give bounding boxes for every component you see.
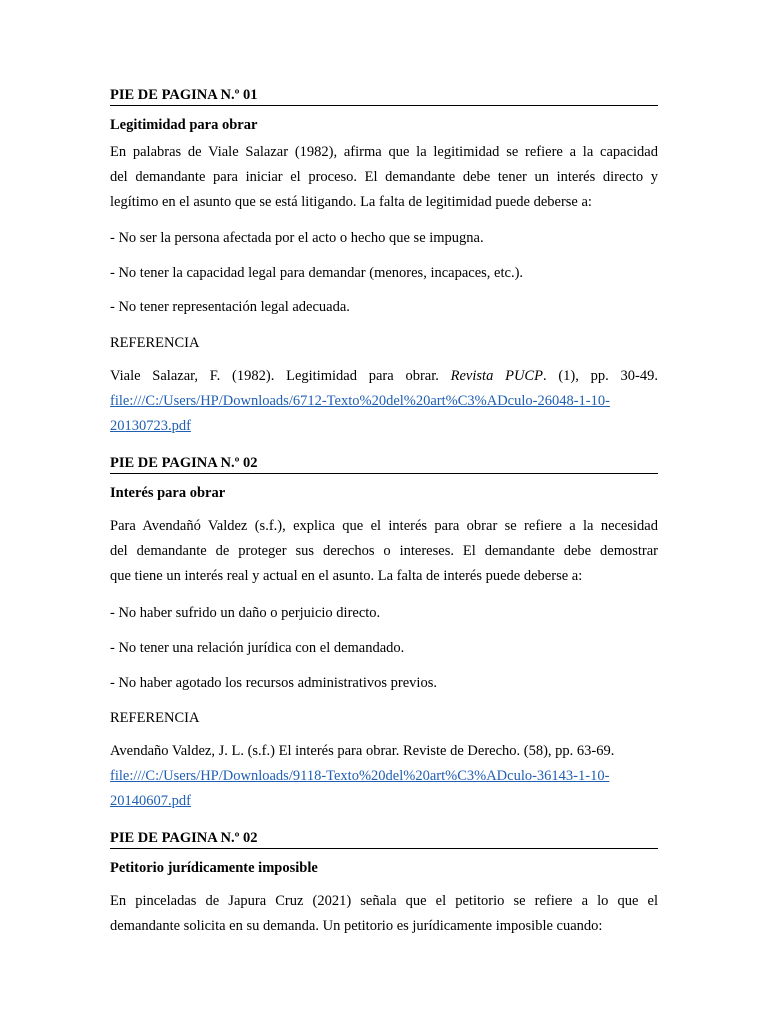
- paragraph-line: legítimo en el asunto que se está litigando. La falta de legitimidad puede deberse a:: [110, 194, 592, 210]
- reference-link-continuation[interactable]: 20140607.pdf: [110, 793, 191, 809]
- section-2-reference: [110, 739, 658, 814]
- section-1-heading: PIE DE PAGINA N.º 01: [110, 86, 658, 106]
- section-2-heading: PIE DE PAGINA N.º 02: [110, 454, 658, 474]
- reference-link[interactable]: file:///C:/Users/HP/Downloads/9118-Texto%20del%20art%C3%ADculo-36143-1-10-: [110, 768, 610, 784]
- paragraph-line: del demandante para iniciar el proceso. El demandante debe tener un interés directo y: [110, 169, 658, 185]
- list-item: - No tener la capacidad legal para demandar (menores, incapaces, etc.).: [110, 265, 524, 281]
- reference-citation: Viale Salazar, F. (1982). Legitimidad para obrar. Revista PUCP. (1), pp. 30-49.: [110, 368, 658, 384]
- list-item: - No tener representación legal adecuada.: [110, 299, 350, 315]
- section-1-reference: [110, 364, 658, 439]
- paragraph-line: En palabras de Viale Salazar (1982), afirma que la legitimidad se refiere a la capacidad: [110, 144, 658, 160]
- reference-link-continuation[interactable]: 20130723.pdf: [110, 418, 191, 434]
- paragraph-line: demandante solicita en su demanda. Un petitorio es jurídicamente imposible cuando:: [110, 918, 603, 934]
- section-3-heading: PIE DE PAGINA N.º 02: [110, 829, 658, 849]
- list-item: - No haber sufrido un daño o perjuicio directo.: [110, 605, 381, 621]
- section-2-paragraph: [110, 514, 658, 589]
- reference-label: REFERENCIA: [110, 335, 200, 351]
- section-3-subheading: Petitorio jurídicamente imposible: [110, 860, 318, 876]
- list-item: - No tener una relación jurídica con el demandado.: [110, 640, 405, 656]
- list-item: - No ser la persona afectada por el acto o hecho que se impugna.: [110, 230, 484, 246]
- paragraph-line: que tiene un interés real y actual en el asunto. La falta de interés puede deberse a:: [110, 568, 583, 584]
- reference-label: REFERENCIA: [110, 710, 200, 726]
- journal-title: Revista PUCP: [450, 368, 543, 384]
- section-3-paragraph: [110, 889, 658, 939]
- section-1-paragraph: [110, 140, 658, 215]
- section-2-subheading: Interés para obrar: [110, 485, 226, 501]
- paragraph-line: En pinceladas de Japura Cruz (2021) señala que el petitorio se refiere a lo que el: [110, 893, 658, 909]
- reference-citation: Avendaño Valdez, J. L. (s.f.) El interés para obrar. Reviste de Derecho. (58), pp. 63-69.: [110, 743, 615, 759]
- paragraph-line: del demandante de proteger sus derechos o intereses. El demandante debe demostrar: [110, 543, 658, 559]
- paragraph-line: Para Avendañó Valdez (s.f.), explica que el interés para obrar se refiere a la necesidad: [110, 518, 658, 534]
- reference-link[interactable]: file:///C:/Users/HP/Downloads/6712-Texto%20del%20art%C3%ADculo-26048-1-10-: [110, 393, 610, 409]
- list-item: - No haber agotado los recursos administrativos previos.: [110, 675, 437, 691]
- section-1-subheading: Legitimidad para obrar: [110, 117, 258, 133]
